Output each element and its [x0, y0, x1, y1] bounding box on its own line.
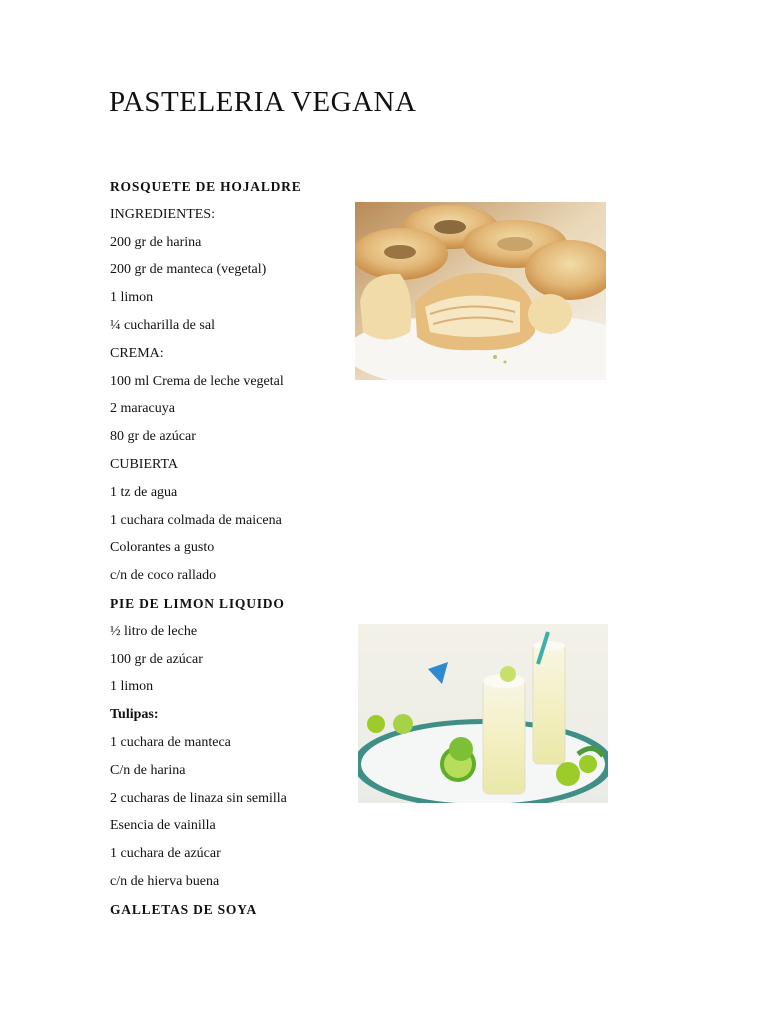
recipe-line: C/n de harina [110, 762, 186, 778]
recipe-line: INGREDIENTES: [110, 206, 215, 222]
recipe-line: CUBIERTA [110, 457, 179, 472]
document-title: PASTELERIA VEGANA [109, 86, 417, 118]
recipe-line: CREMA: [110, 345, 164, 361]
recipe-line: Colorantes a gusto [110, 540, 215, 556]
recipe-line: 1 cuchara de azúcar [110, 846, 221, 862]
recipe-line: 2 cucharas de linaza sin semilla [110, 790, 287, 806]
recipe-line: Esencia de vainilla [110, 818, 216, 834]
recipe-line: 1 cuchara colmada de maicena [110, 512, 282, 528]
recipe-line: c/n de hierva buena [110, 874, 220, 889]
recipe-line: 1 limon [110, 679, 154, 695]
recipe-line: 80 gr de azúcar [110, 429, 196, 445]
section-heading: ROSQUETE DE HOJALDRE [110, 179, 302, 194]
rosquete-photo [355, 202, 606, 380]
recipe-line: 1 limon [110, 290, 154, 306]
section-heading: PIE DE LIMON LIQUIDO [110, 596, 285, 611]
recipe-line: 1 tz de agua [110, 484, 178, 500]
recipe-line: 200 gr de harina [110, 234, 202, 250]
recipe-line: c/n de coco rallado [110, 568, 217, 584]
recipe-line: 100 gr de azúcar [110, 651, 203, 667]
recipe-line: 200 gr de manteca (vegetal) [110, 262, 267, 278]
recipe-line: 100 ml Crema de leche vegetal [110, 373, 284, 389]
recipe-line: ¼ cucharilla de sal [110, 318, 215, 333]
recipe-line: Tulipas: [110, 707, 159, 723]
recipe-line: ½ litro de leche [110, 623, 198, 639]
pie-de-limon-photo [358, 624, 608, 803]
recipe-line: 1 cuchara de manteca [110, 735, 231, 750]
section-heading: GALLETAS DE SOYA [110, 901, 258, 917]
recipe-line: 2 maracuya [110, 401, 175, 417]
